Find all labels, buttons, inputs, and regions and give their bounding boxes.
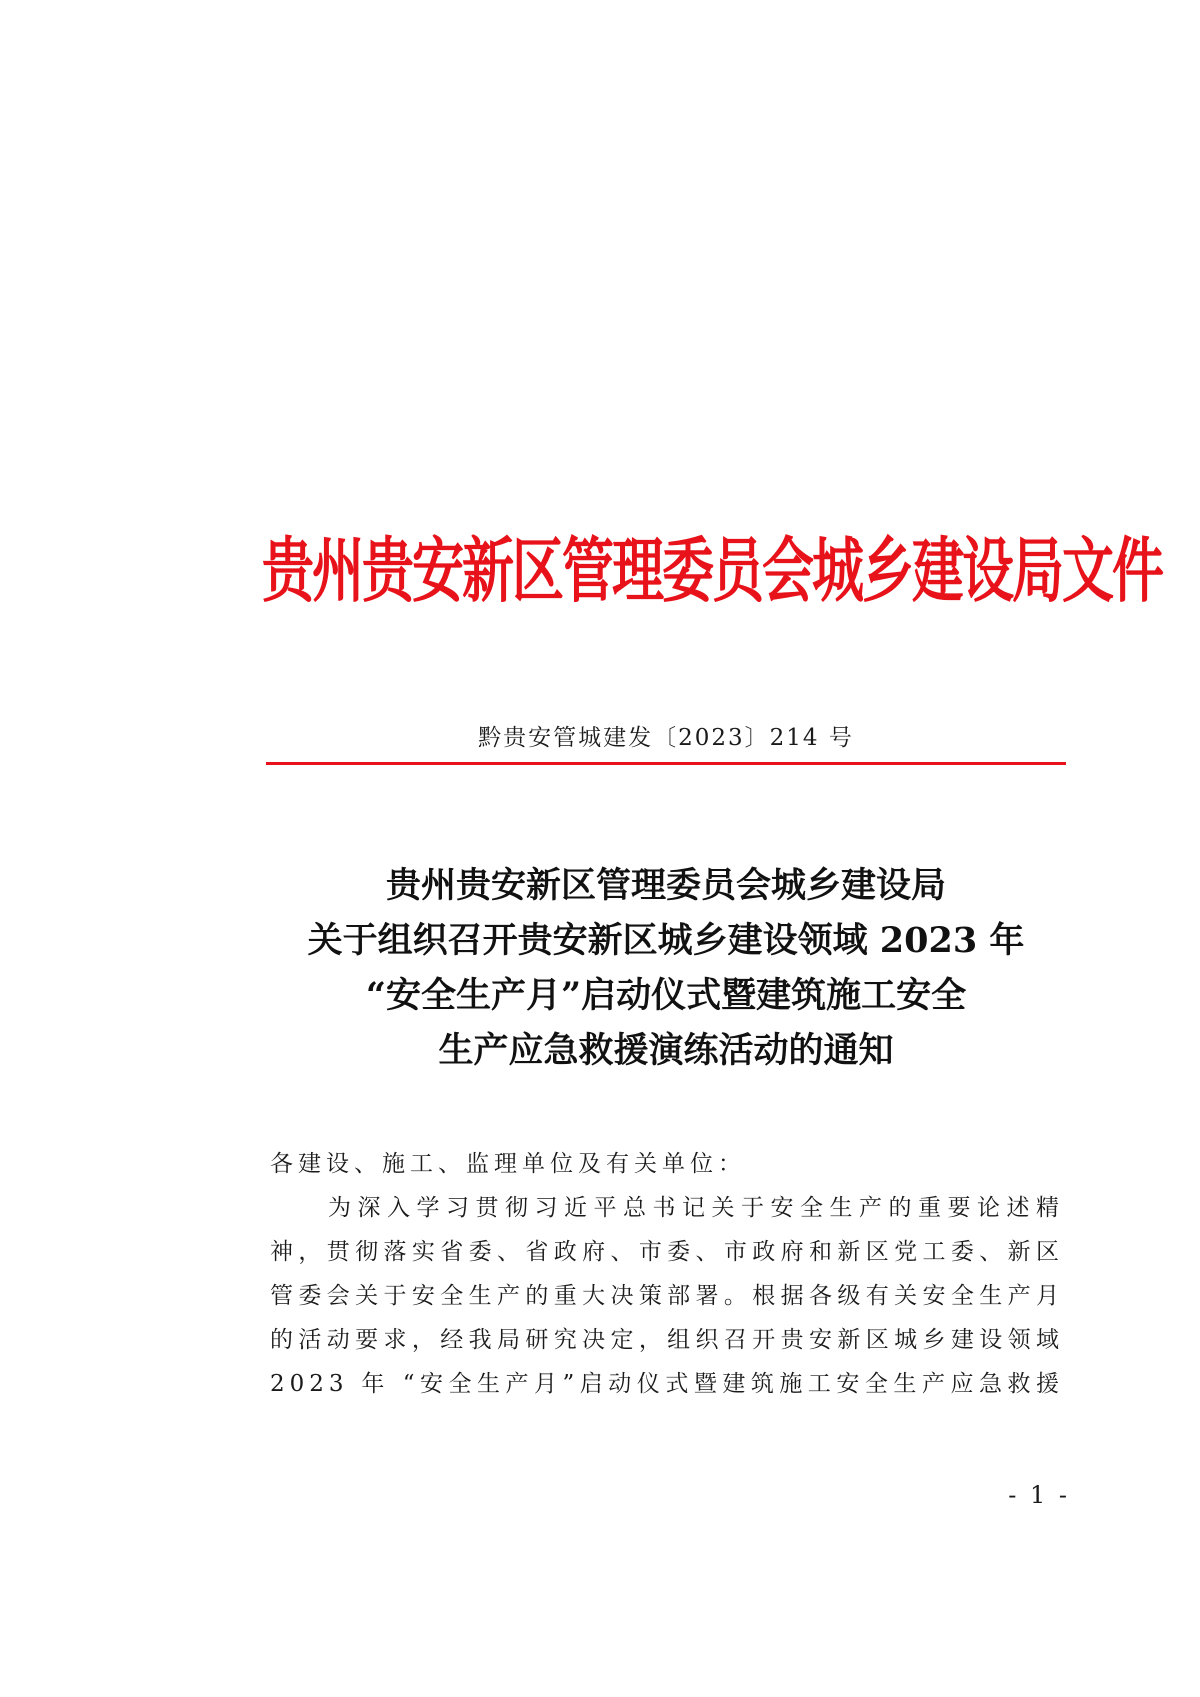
paragraph-line: 管委会关于安全生产的重大决策部署。根据各级有关安全生产月 [270, 1283, 1064, 1309]
title-line: “安全生产月”启动仪式暨建筑施工安全 [365, 975, 967, 1016]
red-separator-line [266, 762, 1066, 765]
salutation: 各建设、施工、监理单位及有关单位： [270, 1151, 746, 1177]
document-number: 黔贵安管城建发〔2023〕214 号 [478, 725, 854, 751]
paragraph-line: 2023 年 “安全生产月”启动仪式暨建筑施工安全生产应急救援 [270, 1371, 1064, 1397]
title-line: 贵州贵安新区管理委员会城乡建设局 [385, 865, 946, 906]
title-line: 生产应急救援演练活动的通知 [438, 1030, 894, 1071]
body-paragraph [270, 1186, 1064, 1406]
paragraph-line: 神，贯彻落实省委、省政府、市委、市政府和新区党工委、新区 [270, 1239, 1064, 1265]
document-title [262, 858, 1070, 1078]
document-masthead: 贵州贵安新区管理委员会城乡建设局文件 [262, 531, 1163, 613]
paragraph-line: 的活动要求，经我局研究决定，组织召开贵安新区城乡建设领域 [270, 1327, 1064, 1353]
title-line: 关于组织召开贵安新区城乡建设领域 2023 年 [307, 920, 1025, 961]
document-body [270, 1142, 1064, 1406]
page-number: - 1 - [1008, 1481, 1070, 1509]
paragraph-line: 为深入学习贯彻习近平总书记关于安全生产的重要论述精 [328, 1195, 1064, 1221]
